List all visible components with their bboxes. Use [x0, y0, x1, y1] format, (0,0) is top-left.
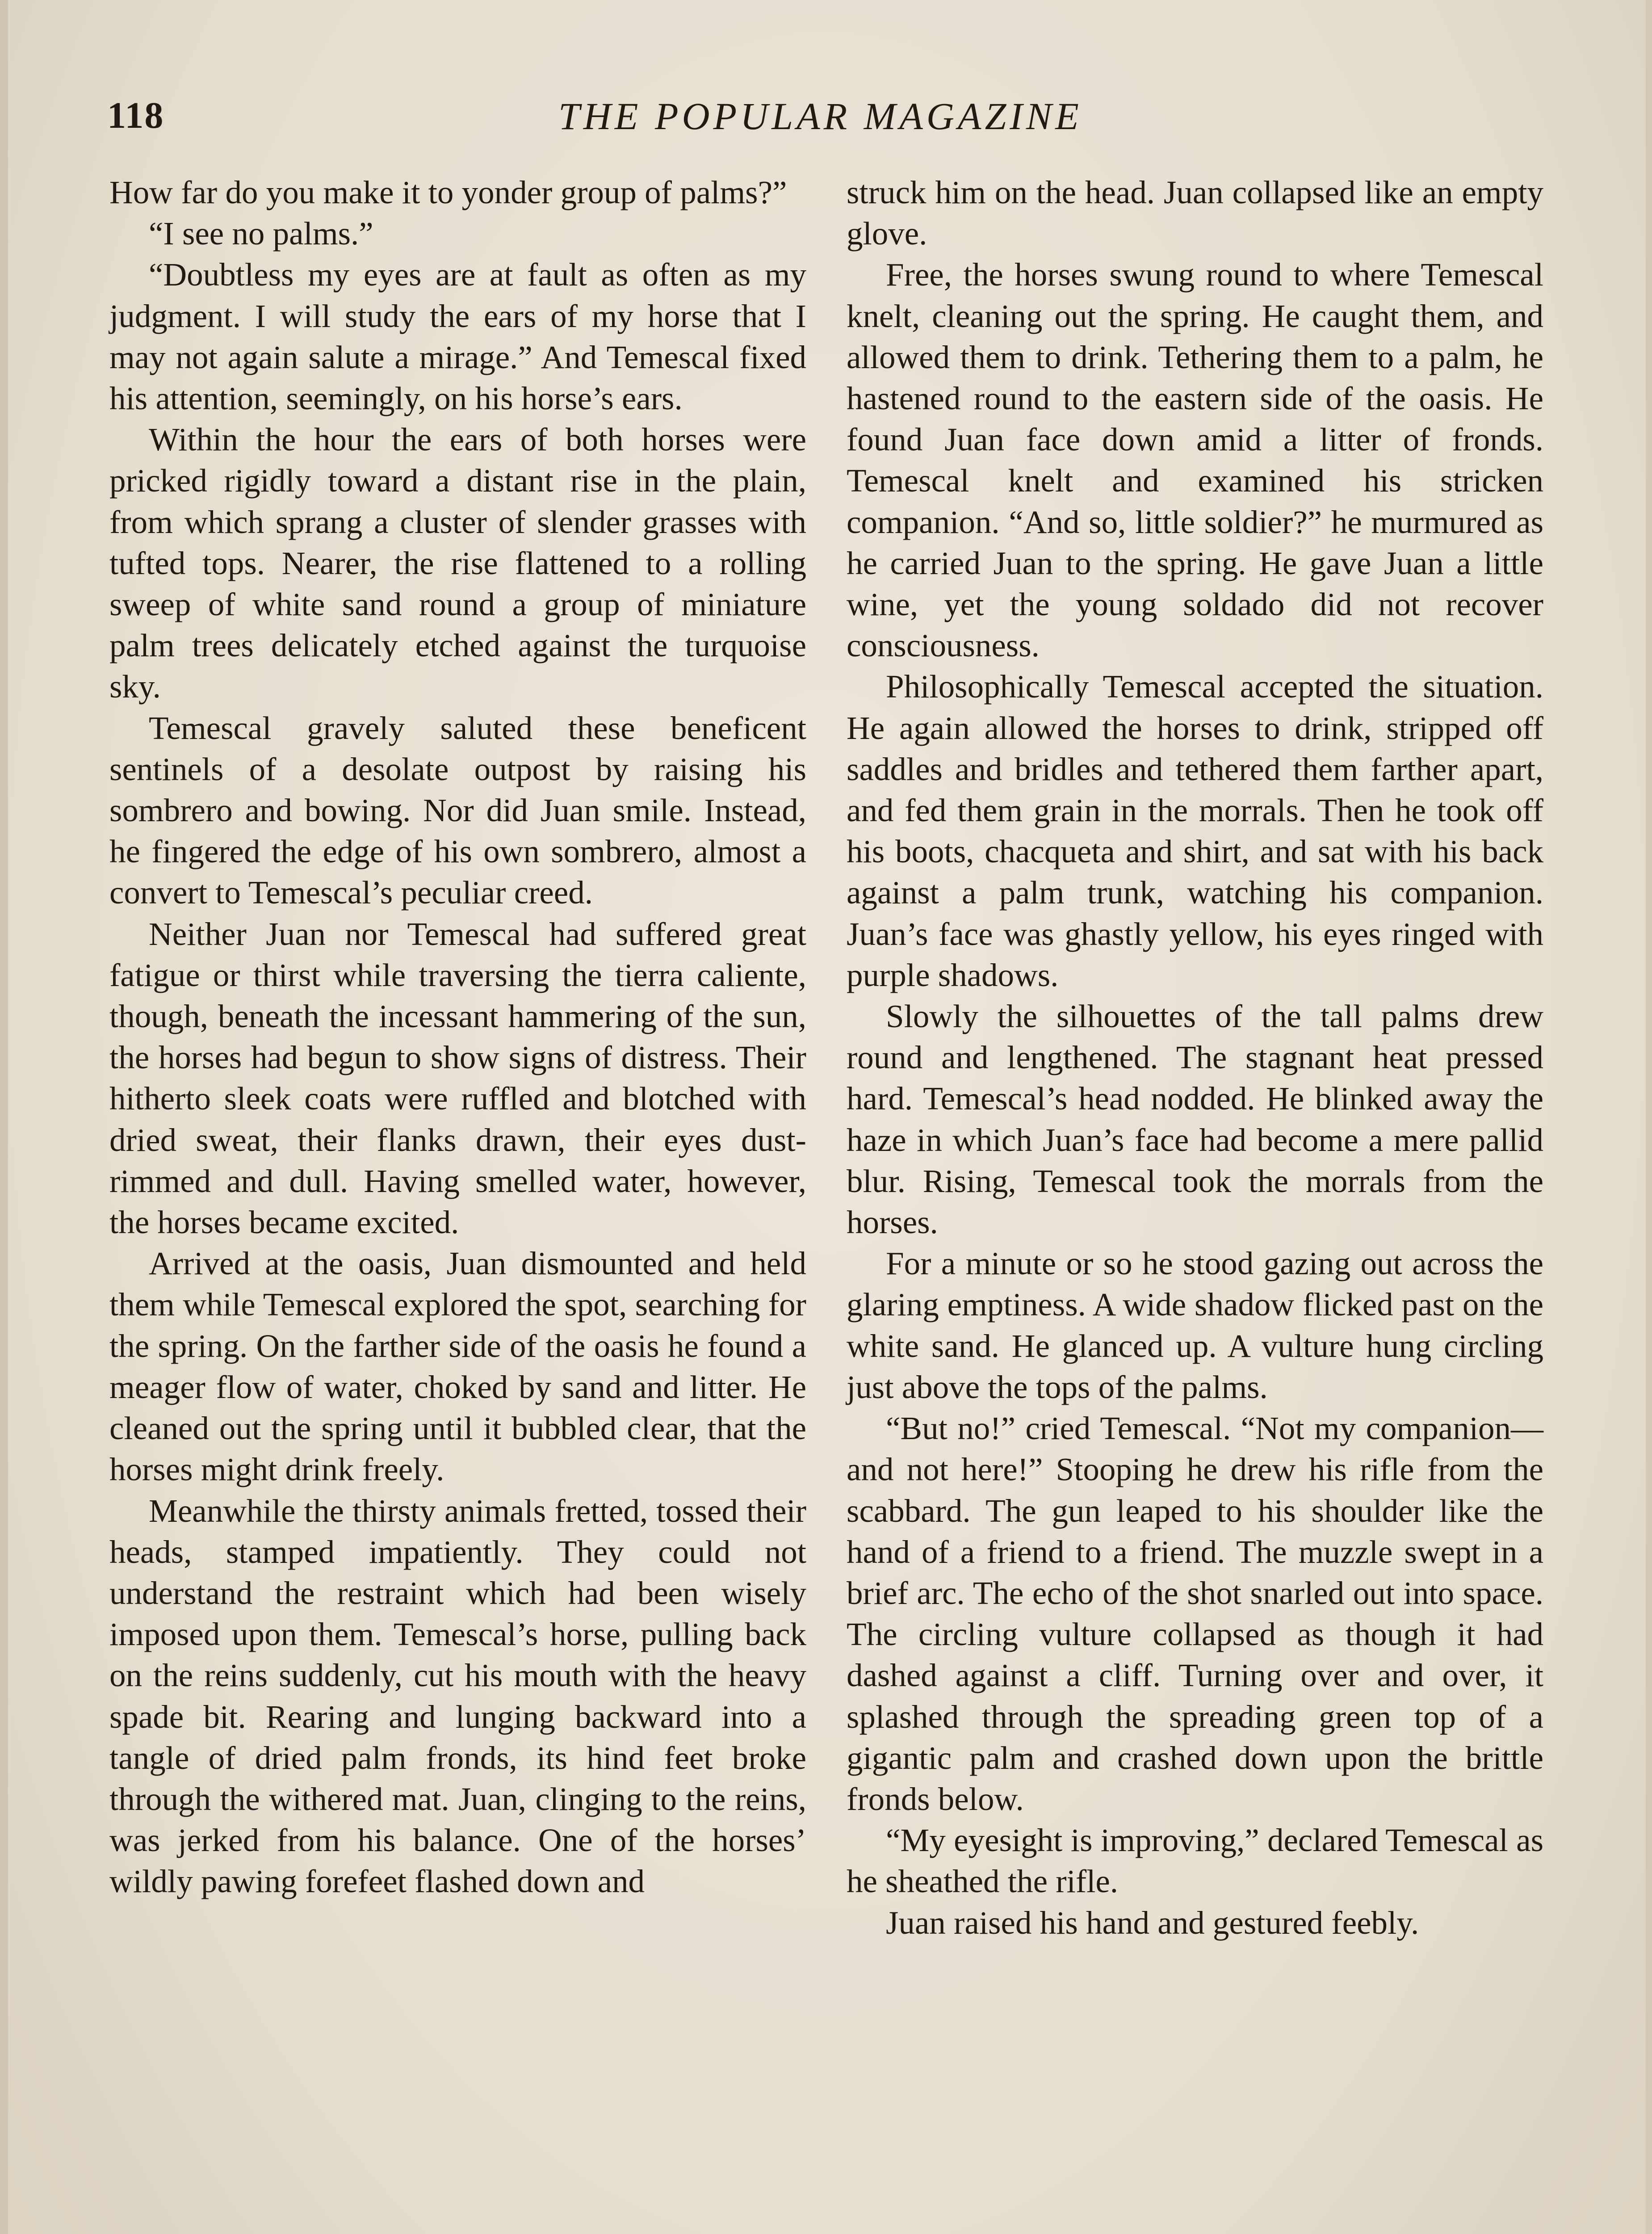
page-header [107, 94, 1546, 143]
paragraph: Arrived at the oasis, Juan dismounted and held them while Temescal explored the spot, searching for the spring. On the farther side of the oasis he found a meager flow of water, choked by sand and litter. He cleaned out the spring until it bubbled clear, that the horses might drink freely. [109, 1245, 806, 1488]
running-title: THE POPULAR MAGAZINE [558, 95, 1082, 138]
paragraph: struck him on the head. Juan collapsed like an empty glove. [847, 174, 1543, 252]
paragraph: “I see no palms.” [149, 215, 373, 252]
paragraph: Philosophically Temescal accepted the situation. He again allowed the horses to drink, stripped off saddles and bridles and tethered them farther apart, and fed them grain in the morrals. Then he took off his boots, chacqueta and shirt, and sat with his back against a palm trunk, watching his companion. Juan’s face was ghastly yellow, his eyes ringed with purple shadows. [847, 668, 1543, 993]
paragraph: “Doubtless my eyes are at fault as often as my judgment. I will study the ears of my horse that I may not again salute a mirage.” And Temescal fixed his attention, seemingly, on his horse’s ears. [109, 256, 806, 417]
paragraph: Within the hour the ears of both horses were pricked rigidly toward a distant rise in the plain, from which sprang a cluster of slender grasses with tufted tops. Nearer, the rise flattened to a rolling sweep of white sand round a group of miniature palm trees delicately etched against the turquoise sky. [109, 421, 806, 705]
paragraph: “But no!” cried Temescal. “Not my companion—and not here!” Stooping he drew his rifle from the scabbard. The gun leaped to his shoulder like the hand of a friend to a friend. The muzzle swept in a brief arc. The echo of the shot snarled out into space. The circling vulture collapsed as though it had dashed against a cliff. Turning over and over, it splashed through the spreading green top of a gigantic palm and crashed down upon the brittle fronds below. [847, 1410, 1543, 1817]
paragraph: Juan raised his hand and gestured feebly. [886, 1904, 1419, 1941]
text-column-left [109, 172, 806, 1902]
paragraph: Meanwhile the thirsty animals fretted, tossed their heads, stamped impatiently. They could not understand the restraint which had been wisely imposed upon them. Temescal’s horse, pulling back on the reins suddenly, cut his mouth with the heavy spade bit. Rearing and lunging backward into a tangle of dried palm fronds, its hind feet broke through the withered mat. Juan, clinging to the reins, was jerked from his balance. One of the horses’ wildly pawing forefeet flashed down and [109, 1492, 806, 1900]
paragraph: Neither Juan nor Temescal had suffered great fatigue or thirst while traversing the tierra caliente, though, beneath the incessant hammering of the sun, the horses had begun to show signs of distress. Their hitherto sleek coats were ruffled and blotched with dried sweat, their flanks drawn, their eyes dust-rimmed and dull. Having smelled water, however, the horses became excited. [109, 915, 806, 1241]
page-edge-right [1646, 0, 1652, 2234]
paragraph: Slowly the silhouettes of the tall palms drew round and lengthened. The stagnant heat pressed hard. Temescal’s head nodded. He blinked away the haze in which Juan’s face had become a mere pallid blur. Rising, Temescal took the morrals from the horses. [847, 998, 1543, 1241]
paragraph: Free, the horses swung round to where Temescal knelt, cleaning out the spring. He caught them, and allowed them to drink. Tethering them to a palm, he hastened round to the eastern side of the oasis. He found Juan face down amid a litter of fronds. Temescal knelt and examined his stricken companion. “And so, little soldier?” he murmured as he carried Juan to the spring. He gave Juan a little wine, yet the young soldado did not recover consciousness. [847, 256, 1543, 664]
paragraph: “My eyesight is improving,” declared Temescal as he sheathed the rifle. [847, 1822, 1543, 1900]
paragraph: Temescal gravely saluted these beneficent sentinels of a desolate outpost by raising his sombrero and bowing. Nor did Juan smile. Instead, he fingered the edge of his own sombrero, almost a convert to Temescal’s peculiar creed. [109, 710, 806, 911]
text-column-right [847, 172, 1543, 1944]
paragraph: How far do you make it to yonder group of palms?” [109, 174, 787, 210]
page-number: 118 [107, 95, 164, 136]
paragraph: For a minute or so he stood gazing out across the glaring emptiness. A wide shadow flicked past on the white sand. He glanced up. A vulture hung circling just above the tops of the palms. [847, 1245, 1543, 1405]
page-edge-left [0, 0, 8, 2234]
